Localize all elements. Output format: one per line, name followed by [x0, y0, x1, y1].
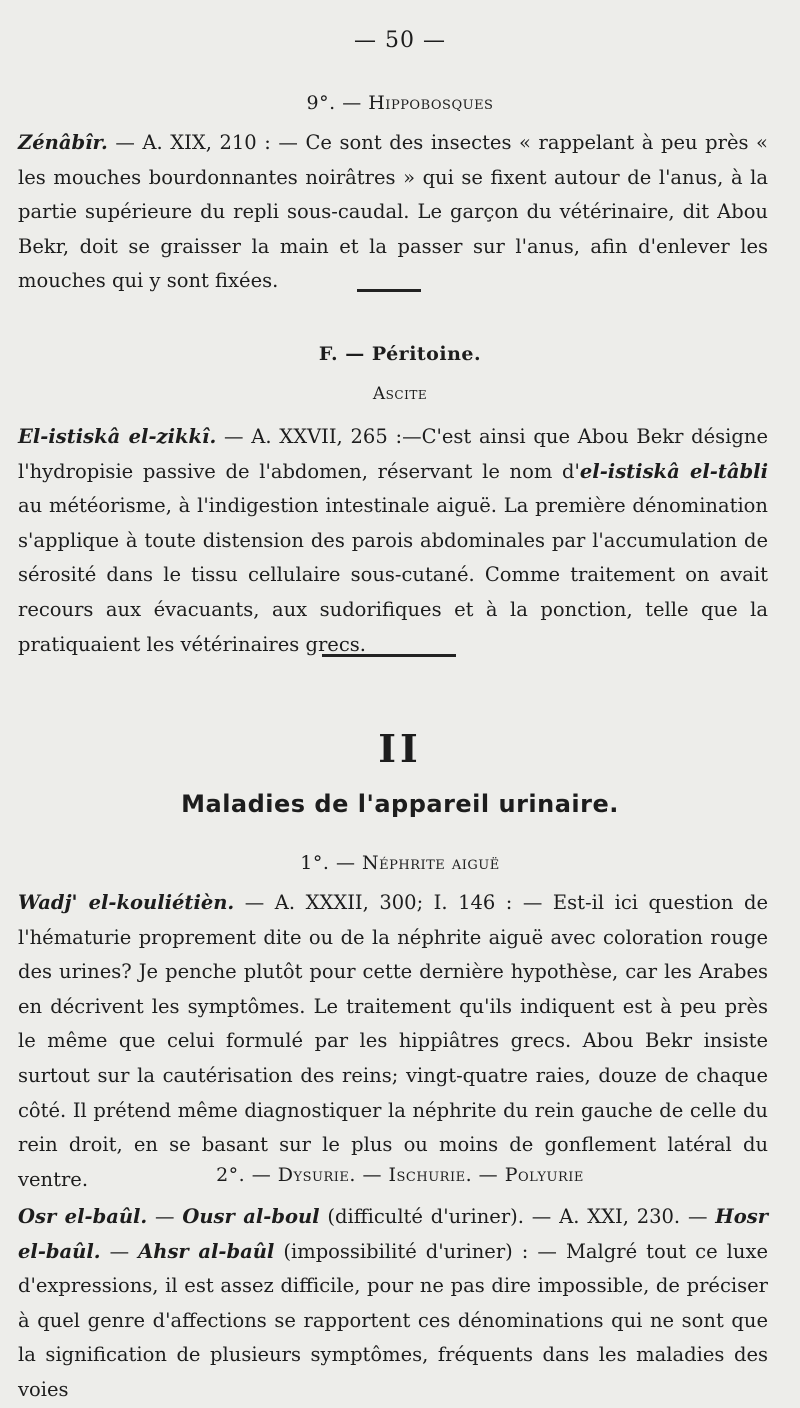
subheading-ascite: Ascite: [372, 384, 428, 404]
section-heading-hippobosques: 9°. — Hippobosques: [306, 92, 494, 114]
paragraph-text: — A. XXXII, 300; I. 146 : — Est-il ici question de l'hématurie proprement dite ou de la néphrite aiguë avec coloration rouge des urines? Je penche plutôt pour cette dernière hypothèse, car les Arabes en décrivent les symptômes. Le traitement qu'ils indiquent est à peu près le même que celui formulé par les hippiâtres grecs. Abou Bekr insiste surtout sur la cautérisation des reins; vingt-quatre raies, douze de chaque côté. Il prétend même diagnostiquer la néphrite du rein gauche de celle du rein droit, en se basant sur le plus ou moins de gonflement latéral du ventre.: [18, 891, 768, 1191]
chapter-title: Maladies de l'appareil urinaire.: [181, 790, 619, 818]
paragraph-text: — A. XXVII, 265 :—C'est ainsi que Abou Bekr désigne l'hydropisie passive de l'abdomen, réservant le nom d': [18, 425, 768, 483]
paragraph-text: (difficulté d'uriner). — A. XXI, 230. —: [319, 1205, 716, 1228]
paragraph-text: (impossibilité d'uriner) : — Malgré tout ce luxe d'expressions, il est assez difficile, pour ne pas dire impossible, de préciser à quel genre d'affections se rapportent ces dénominations qui ne sont que la signification de plusieurs symptômes, fréquents dans les maladies des voies: [18, 1239, 768, 1401]
paragraph-text: —: [147, 1205, 183, 1228]
term-hosr-el-baul: Hosr el-baûl.: [18, 1205, 768, 1263]
term-ahsr-al-baul: Ahsr al-baûl: [138, 1239, 275, 1263]
paragraph-text: au météorisme, à l'indigestion intestinale aiguë. La première dénomination s'applique à toute distension des parois abdominales par l'accumulation de sérosité dans le tissu cellulaire sous-cutané. Comme traitement on avait recours aux évacuants, aux sudorifiques et à la ponction, telle que la pratiquaient les vétérinaires grecs.: [18, 494, 768, 656]
term-wadj-el-koulietien: Wadj' el-kouliétièn.: [18, 891, 235, 914]
section-heading-dysurie: 2°. — Dysurie. — Ischurie. — Polyurie: [216, 1164, 584, 1186]
term-zenabir: Zénâbîr.: [18, 131, 108, 154]
page-number: — 50 —: [354, 28, 446, 53]
paragraph-nephrite: [18, 886, 768, 1197]
paragraph-ascite: [18, 420, 768, 662]
paragraph-hippobosques: [18, 126, 768, 299]
paragraph-dysurie: [18, 1200, 768, 1408]
section-heading-peritoine: F. — Péritoine.: [318, 343, 482, 365]
section-rule: [322, 654, 456, 657]
term-el-istiska-el-zikki: El-istiskâ el-zikkî.: [18, 425, 217, 448]
paragraph-text: — A. XIX, 210 : — Ce sont des insectes « rappelant à peu près « les mouches bourdonnantes noirâtres » qui se fixent autour de l'anus, à la partie supérieure du repli sous-caudal. Le garçon du vétérinaire, dit Abou Bekr, doit se graisser la main et la passer sur l'anus, afin d'enlever les mouches qui y sont fixées.: [18, 131, 768, 293]
paragraph-text: —: [100, 1239, 139, 1263]
term-el-istiska-el-tabli: el-istiskâ el-tâbli: [579, 459, 768, 483]
term-osr-el-baul: Osr el-baûl.: [18, 1205, 148, 1228]
chapter-numeral: II: [378, 726, 422, 771]
section-heading-nephrite: 1°. — Néphrite aiguë: [300, 852, 500, 874]
short-rule: [357, 289, 421, 292]
term-ousr-al-boul: Ousr al-boul: [182, 1205, 320, 1228]
